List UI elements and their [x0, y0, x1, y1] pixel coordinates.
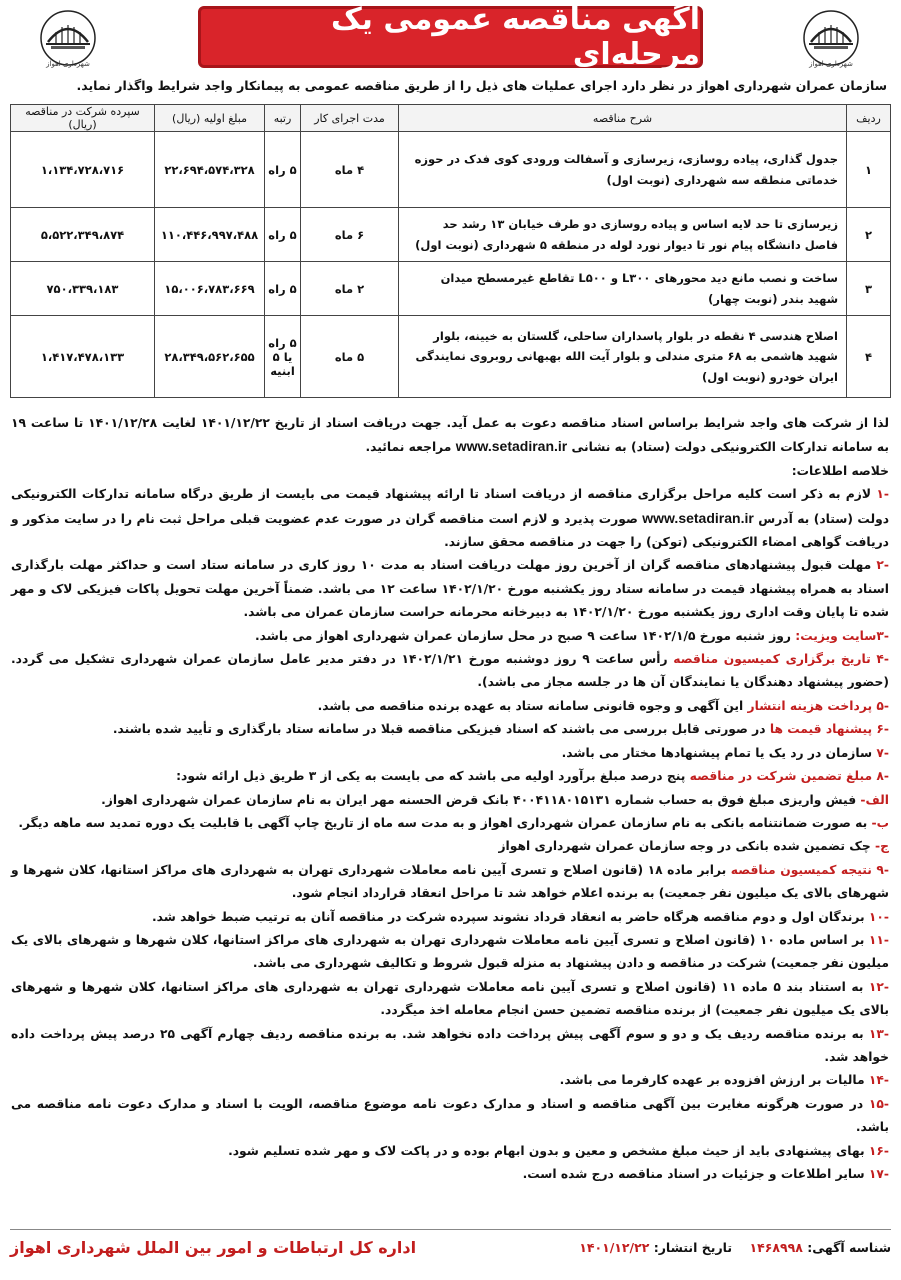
item-13: -۱۳ به برنده مناقصه ردیف یک و دو و سوم آگهی پیش پرداخت داده نخواهد شد. به برنده مناقصه ردیف چهارم آگهی ۲۵ درصد پیش پرداخت داده خواهد شد. [11, 1026, 890, 1064]
cell-amount: ۲۲،۶۹۴،۵۷۴،۳۲۸ [155, 132, 265, 208]
ad-id-label: شناسه آگهی: [807, 1240, 891, 1255]
cell-desc: اصلاح هندسی ۴ نقطه در بلوار پاسداران ساحلی، گلستان به خیینه، بلوار شهید هاشمی به ۶۸ متری مندلی و بلوار آیت الله بهبهانی روبروی نمایندگی ایران خودرو (نوبت اول) [399, 316, 847, 398]
item-8: -۸ مبلغ تضمین شرکت در مناقصه پنج درصد مبلغ برآورد اولیه می باشد که می بایست به یکی از ۳ طریق ذیل ارائه شود: [176, 769, 889, 784]
header [0, 4, 901, 74]
conditions-text [11, 412, 889, 1186]
department-name: اداره کل ارتباطات و امور بین الملل شهرداری اهواز [10, 1238, 417, 1257]
col-amount: مبلغ اولیه (ریال) [155, 105, 265, 132]
setad-link[interactable]: www.setadiran.ir [455, 438, 568, 455]
table-row [11, 262, 891, 316]
item-17: -۱۷ سایر اطلاعات و جزئیات در اسناد مناقصه درج شده است. [522, 1167, 889, 1181]
cell-desc: زیرسازی تا حد لایه اساس و پیاده روسازی دو طرف خیابان ۱۳ رشد حد فاصل دانشگاه پیام نور تا دیوار نورد لوله در منطقه ۵ شهرداری (نوبت اول) [399, 208, 847, 262]
item-16: -۱۶ بهای پیشنهادی باید از حیث مبلغ مشخص و معین و بدون ابهام بوده و در پاکت لاک و مهر شده تسلیم شود. [228, 1143, 889, 1158]
col-row: ردیف [847, 105, 891, 132]
item-2: -۲ مهلت قبول پیشنهادهای مناقصه گران از آخرین روز مهلت دریافت اسناد به مدت ۱۰ روز کاری در سامانه ستاد است و حداکثر مهلت بارگذاری اسناد به همراه پیشنهاد قیمت در سامانه ستاد روز یکشنبه مورخ ۱۴۰۲/۱/۲۰ ساعت ۱۲ می باشد. ضمناً آخرین مهلت تحویل پاکات فیزیکی لاک و مهر شده تا پایان وقت اداری روز یکشنبه مورخ ۱۴۰۲/۱/۲۰ به دبیرخانه محرمانه حراست سازمان عمران می باشد. [11, 558, 890, 620]
cell-deposit: ۵،۵۲۲،۳۴۹،۸۷۴ [11, 208, 155, 262]
bridge-logo-icon [801, 8, 861, 68]
table-row [11, 132, 891, 208]
cell-rank: ۵ راه [265, 208, 301, 262]
cell-duration: ۵ ماه [301, 316, 399, 398]
cell-row: ۴ [847, 316, 891, 398]
col-deposit: سپرده شرکت در مناقصه (ریال) [11, 105, 155, 132]
cell-desc: ساخت و نصب مانع دید محورهای L۳۰۰ و L۵۰۰ تقاطع غیرمسطح میدان شهید بندر (نوبت چهار) [399, 262, 847, 316]
cell-deposit: ۱،۱۳۴،۷۲۸،۷۱۶ [11, 132, 155, 208]
cell-amount: ۱۵،۰۰۶،۷۸۳،۶۶۹ [155, 262, 265, 316]
footer-divider [10, 1229, 891, 1230]
item-11: -۱۱ بر اساس ماده ۱۰ (قانون اصلاح و تسری آیین نامه معاملات شهرداری تهران به شهرداری های مراکز استانها، کلان شهرها و شهرهای بالای یک میلیون نفر جمعیت) شرکت در مناقصه و دادن پیشنهاد به منزله قبول شروط و تکالیف شهرداری می باشد. [11, 932, 889, 971]
item-8-alef: الف- فیش واریزی مبلغ فوق به حساب شماره ۴۰۰۴۱۱۸۰۱۵۱۳۱ بانک قرض الحسنه مهر ایران به نام سازمان عمران شهرداری اهواز. [101, 792, 889, 807]
item-1: -۱ لازم به ذکر است کلیه مراحل برگزاری مناقصه از دریافت اسناد تا ارائه پیشنهاد قیمت می بایست از طریق درگاه سامانه تدارکات الکترونیکی دولت (ستاد) به آدرس www.setadiran.ir صورت پذیرد و لازم است مناقصه گران در صورت عدم عضویت قبلی مراحل ثبت نام را در سایت مذکور و دریافت گواهی امضاء الکترونیکی (توکن) را جهت در مناقصه محقق سازند. [11, 487, 890, 550]
paragraph-intro: لذا از شرکت های واجد شرایط براساس اسناد مناقصه دعوت به عمل آید. جهت دریافت اسناد از تاریخ ۱۴۰۱/۱۲/۲۲ لغایت ۱۴۰۱/۱۲/۲۸ تا ساعت ۱۹ به سامانه تدارکات الکترونیکی دولت (ستاد) به نشانی www.setadiran.ir مراجعه نمائید. [11, 416, 889, 455]
item-15: -۱۵ در صورت هرگونه مغایرت بین آگهی مناقصه و اسناد و مدارک دعوت نامه موضوع مناقصه، الویت با اسناد و مدارک دعوت نامه مناقصه می باشد. [11, 1096, 890, 1135]
cell-desc: جدول گذاری، پیاده روسازی، زیرسازی و آسفالت ورودی کوی فدک در حوزه خدماتی منطقه سه شهرداری (نوبت اول) [399, 132, 847, 208]
summary-heading: خلاصه اطلاعات: [791, 463, 889, 478]
cell-rank: ۵ راه یا ۵ ابنیه [265, 316, 301, 398]
title-banner [198, 2, 703, 72]
col-rank: رتبه [265, 105, 301, 132]
item-14: -۱۴ مالیات بر ارزش افزوده بر عهده کارفرما می باشد. [559, 1073, 889, 1088]
ad-meta [579, 1240, 891, 1255]
cell-duration: ۶ ماه [301, 208, 399, 262]
bridge-logo-icon [38, 8, 98, 68]
cell-amount: ۲۸،۳۴۹،۵۶۲،۶۵۵ [155, 316, 265, 398]
item-6: -۶ پیشنهاد قیمت ها در صورتی قابل بررسی می باشند که اسناد فیزیکی مناقصه قبلا در سامانه ستاد بارگذاری و تأیید شده باشند. [112, 722, 889, 737]
cell-deposit: ۱،۴۱۷،۴۷۸،۱۳۳ [11, 316, 155, 398]
item-7: -۷ سازمان در رد یک یا تمام پیشنهادها مختار می باشد. [561, 745, 889, 760]
cell-row: ۱ [847, 132, 891, 208]
item-12: -۱۲ به استناد بند ۵ ماده ۱۱ (قانون اصلاح و تسری آیین نامه معاملات شهرداری تهران به شهرداری های مراکز استانها، کلان شهرها و شهرهای بالای یک میلیون نفر جمعیت) از برنده مناقصه تضمین حسن انجام معامله اخذ میگردد. [11, 979, 890, 1018]
setad-link[interactable]: www.setadiran.ir [642, 509, 754, 526]
table-row [11, 316, 891, 398]
item-10: -۱۰ برندگان اول و دوم مناقصه هرگاه حاضر به انعقاد قرداد نشوند سپرده شرکت در مناقصه آنان به ترتیب ضبط خواهد شد. [151, 909, 889, 924]
municipality-logo [801, 8, 861, 70]
intro-text: سازمان عمران شهرداری اهواز در نظر دارد اجرای عملیات های ذیل را از طریق مناقصه عمومی به پیمانکار واجد شرایط واگذار نماید. [76, 78, 887, 93]
tender-table [10, 104, 891, 398]
logo-caption: شهرداری اهواز [46, 60, 90, 68]
col-duration: مدت اجرای کار [301, 105, 399, 132]
municipality-logo-left [38, 8, 98, 70]
col-desc: شرح مناقصه [399, 105, 847, 132]
page-title: آگهی مناقصه عمومی یک مرحله‌ای [330, 2, 700, 72]
item-8-be: ب- به صورت ضمانتنامه بانکی به نام سازمان عمران شهرداری اهواز و به مدت سه ماه از تاریخ چاپ آگهی با قابلیت یک دوره تمدید سه ماهه دیگر. [18, 815, 889, 830]
cell-duration: ۲ ماه [301, 262, 399, 316]
cell-amount: ۱۱۰،۴۴۶،۹۹۷،۴۸۸ [155, 208, 265, 262]
item-9: -۹ نتیجه کمیسیون مناقصه برابر ماده ۱۸ (قانون اصلاح و تسری آیین نامه معاملات شهرداری تهران به شهرداری های مراکز استانها، کلان شهرها و شهرهای بالای یک میلیون نفر جمعیت) به برنده اعلام خواهد شد تا مراحل انعقاد قرارداد انجام شود. [11, 862, 890, 901]
table-row [11, 208, 891, 262]
date-label: تاریخ انتشار: [653, 1240, 733, 1255]
cell-rank: ۵ راه [265, 132, 301, 208]
ad-id: ۱۴۶۸۹۹۸ [749, 1240, 803, 1255]
table-header-row [11, 105, 891, 132]
footer [10, 1232, 891, 1272]
cell-row: ۳ [847, 262, 891, 316]
item-5: -۵ پرداخت هزینه انتشار این آگهی و وجوه قانونی سامانه ستاد به عهده برنده مناقصه می باشد. [317, 698, 889, 713]
cell-duration: ۴ ماه [301, 132, 399, 208]
publish-date: ۱۴۰۱/۱۲/۲۲ [579, 1240, 650, 1255]
item-8-jim: ج- چک تضمین شده بانکی در وجه سازمان عمران شهرداری اهواز [498, 839, 889, 854]
item-4: -۴ تاریخ برگزاری کمیسیون مناقصه رأس ساعت ۹ روز دوشنبه مورخ ۱۴۰۲/۱/۲۱ در دفتر مدیر عامل سازمان عمران شهرداری تشکیل می گردد. (حضور پیشنهاد دهندگان یا نمایندگان آن ها در جلسه مجاز می باشد). [11, 652, 890, 690]
cell-rank: ۵ راه [265, 262, 301, 316]
cell-row: ۲ [847, 208, 891, 262]
cell-deposit: ۷۵۰،۳۳۹،۱۸۳ [11, 262, 155, 316]
logo-caption: شهرداری اهواز [809, 60, 853, 68]
item-3: -۳سایت ویزیت: روز شنبه مورخ ۱۴۰۲/۱/۵ ساعت ۹ صبح در محل سازمان عمران شهرداری اهواز می باشد. [254, 628, 889, 643]
